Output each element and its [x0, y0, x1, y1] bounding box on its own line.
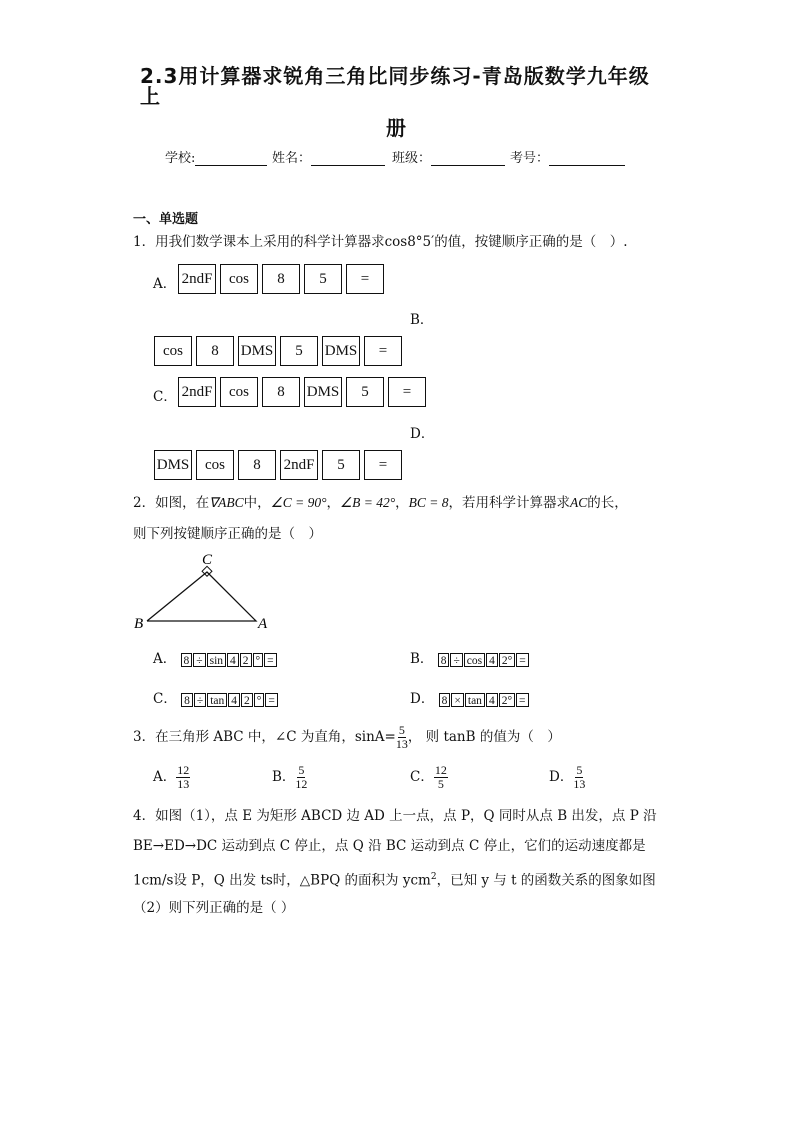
q2-text-c: ，若用科学计算器求	[448, 495, 570, 511]
q3-option-d-fraction	[573, 764, 585, 791]
key: 2°	[499, 693, 515, 707]
school-label: 学校:	[165, 151, 196, 166]
question-2-line-2: 则下列按键顺序正确的是（ ）	[133, 526, 322, 542]
key: 5	[280, 336, 318, 366]
q2-option-c[interactable]	[153, 687, 279, 708]
key: 4	[227, 653, 239, 667]
q3-text-b: ， 则 tanB 的值为（ ）	[407, 729, 561, 745]
frac-den: 13	[573, 777, 586, 791]
school-blank[interactable]	[195, 151, 267, 166]
triangle-shape	[147, 572, 256, 621]
key: 8	[439, 693, 451, 707]
q3-frac-num: 5	[398, 723, 405, 737]
key: sin	[207, 653, 226, 667]
vertex-c-label: C	[202, 552, 213, 568]
vertex-b-label: B	[134, 616, 144, 632]
key: 2ndF	[178, 264, 216, 294]
section-heading: 一、单选题	[133, 212, 199, 227]
q1-option-b-label: B．	[410, 312, 434, 328]
key: 5	[304, 264, 342, 294]
key: =	[364, 450, 402, 480]
q2-cond-b: ∠B = 42°	[340, 495, 396, 510]
q2-sep-2: ，	[395, 495, 409, 511]
q3-text-a: 3．在三角形 ABC 中，∠C 为直角，sinA=	[133, 729, 396, 745]
q2-ac: AC	[569, 495, 588, 510]
q2-sep-1: ，	[326, 495, 340, 511]
key: ÷	[450, 653, 462, 667]
key: 4	[486, 653, 498, 667]
q1-option-d-keys[interactable]	[154, 450, 406, 480]
class-blank[interactable]	[431, 151, 505, 166]
q3-option-c-fraction	[434, 764, 448, 791]
vertex-a-label: A	[258, 616, 268, 632]
triangle-figure	[130, 548, 280, 632]
q1-option-a-label: A．	[153, 276, 177, 292]
frac-num: 5	[576, 763, 583, 777]
key: ÷	[193, 653, 205, 667]
q2-cond-bc: BC = 8	[408, 495, 449, 510]
key: =	[264, 653, 277, 667]
key: cos	[464, 653, 485, 667]
key: 5	[322, 450, 360, 480]
key: DMS	[154, 450, 192, 480]
key: DMS	[304, 377, 342, 407]
key: 2°	[499, 653, 515, 667]
key: 5	[346, 377, 384, 407]
q2-option-a-keys	[181, 652, 278, 668]
q2-option-b-label: B．	[410, 651, 434, 667]
q3-fraction	[396, 724, 408, 751]
key: tan	[465, 693, 485, 707]
frac-den: 12	[295, 777, 308, 791]
q2-cond-c: ∠C = 90°	[270, 495, 327, 510]
q2-option-a-label: A．	[153, 651, 177, 667]
key: 8	[438, 653, 450, 667]
question-4-line-3	[133, 869, 656, 889]
q2-text-b: 中，	[243, 495, 271, 511]
key: DMS	[238, 336, 276, 366]
name-field	[272, 147, 385, 166]
page-title: 2.3用计算器求锐角三角比同步练习-青岛版数学九年级上	[140, 64, 650, 108]
key: 8	[196, 336, 234, 366]
key: =	[516, 653, 529, 667]
q1-option-b-keys[interactable]	[154, 336, 406, 366]
q2-option-c-label: C．	[153, 691, 177, 707]
q3-option-d-label: D．	[549, 769, 574, 785]
key: 2	[241, 693, 253, 707]
q2-text-a: 2．如图，在	[133, 495, 210, 511]
q3-option-a-label: A．	[153, 769, 177, 785]
q1-option-c-keys[interactable]	[178, 377, 430, 407]
q3-option-b-label: B．	[272, 769, 296, 785]
class-label: 班级：	[392, 151, 432, 166]
key: 8	[238, 450, 276, 480]
key: 4	[228, 693, 240, 707]
key: 2	[240, 653, 252, 667]
q2-option-c-keys	[181, 692, 279, 708]
q3-option-a[interactable]	[153, 762, 190, 792]
key: 4	[486, 693, 498, 707]
key: tan	[207, 693, 227, 707]
key: °	[253, 653, 264, 667]
number-field	[510, 147, 625, 166]
page-title-continued: 册	[386, 116, 406, 140]
q3-option-c-label: C．	[410, 769, 434, 785]
q2-option-b-keys	[438, 652, 530, 668]
key: cos	[220, 264, 258, 294]
q3-frac-den: 13	[395, 737, 408, 751]
question-1-text: 1．用我们数学课本上采用的科学计算器求cos8°5′的值，按键顺序正确的是（ ）.	[133, 234, 628, 250]
key: =	[388, 377, 426, 407]
q1-option-c-label: C．	[153, 389, 177, 405]
q2-triangle: ∇ABC	[209, 495, 244, 510]
key: 2ndF	[178, 377, 216, 407]
key: ÷	[194, 693, 206, 707]
name-blank[interactable]	[311, 151, 385, 166]
q3-option-d[interactable]	[549, 762, 585, 792]
key: cos	[154, 336, 192, 366]
q2-option-a[interactable]	[153, 647, 278, 668]
key: =	[346, 264, 384, 294]
q4-line-3-a: 1cm/s设 P，Q 出发 ts时，△BPQ 的面积为 ycm	[133, 872, 431, 889]
class-field	[392, 147, 505, 166]
key: 8	[262, 377, 300, 407]
key: DMS	[322, 336, 360, 366]
frac-num: 5	[298, 763, 305, 777]
question-4-line-2: BE→ED→DC 运动到点 C 停止，点 Q 沿 BC 运动到点 C 停止，它们的运动速度都是	[133, 838, 646, 854]
key: 8	[181, 693, 193, 707]
q3-option-b-fraction	[295, 764, 307, 791]
q2-option-d-label: D．	[410, 691, 435, 707]
key: =	[364, 336, 402, 366]
key: =	[265, 693, 278, 707]
question-3-text	[133, 722, 561, 752]
q4-line-3-b: ，已知 y 与 t 的函数关系的图象如图	[436, 872, 656, 889]
question-2-line-1	[133, 495, 628, 511]
frac-num: 12	[434, 763, 447, 777]
frac-den: 5	[437, 777, 444, 791]
key: cos	[220, 377, 258, 407]
q3-option-c[interactable]	[410, 762, 448, 792]
frac-num: 12	[177, 763, 190, 777]
q2-option-d[interactable]	[410, 687, 530, 708]
q1-option-d-label: D．	[410, 426, 435, 442]
key: 8	[262, 264, 300, 294]
name-label: 姓名：	[272, 151, 312, 166]
key: ×	[451, 693, 464, 707]
key: 8	[181, 653, 193, 667]
number-blank[interactable]	[549, 151, 625, 166]
school-field	[165, 147, 267, 166]
number-label: 考号：	[510, 151, 550, 166]
question-4-line-4: （2）则下列正确的是（ ）	[133, 900, 295, 916]
q3-option-a-fraction	[176, 764, 190, 791]
q2-option-d-keys	[439, 692, 530, 708]
q1-option-a-keys[interactable]	[178, 264, 388, 294]
key: 2ndF	[280, 450, 318, 480]
q2-option-b[interactable]	[410, 647, 530, 668]
key: °	[254, 693, 265, 707]
key: cos	[196, 450, 234, 480]
q2-text-d: 的长，	[587, 495, 628, 511]
q3-option-b[interactable]	[272, 762, 307, 792]
question-4-line-1: 4．如图（1），点 E 为矩形 ABCD 边 AD 上一点，点 P，Q 同时从点 B 出发，点 P 沿	[133, 808, 657, 824]
key: =	[516, 693, 529, 707]
frac-den: 13	[177, 777, 190, 791]
q4-superscript: 2	[430, 872, 437, 882]
